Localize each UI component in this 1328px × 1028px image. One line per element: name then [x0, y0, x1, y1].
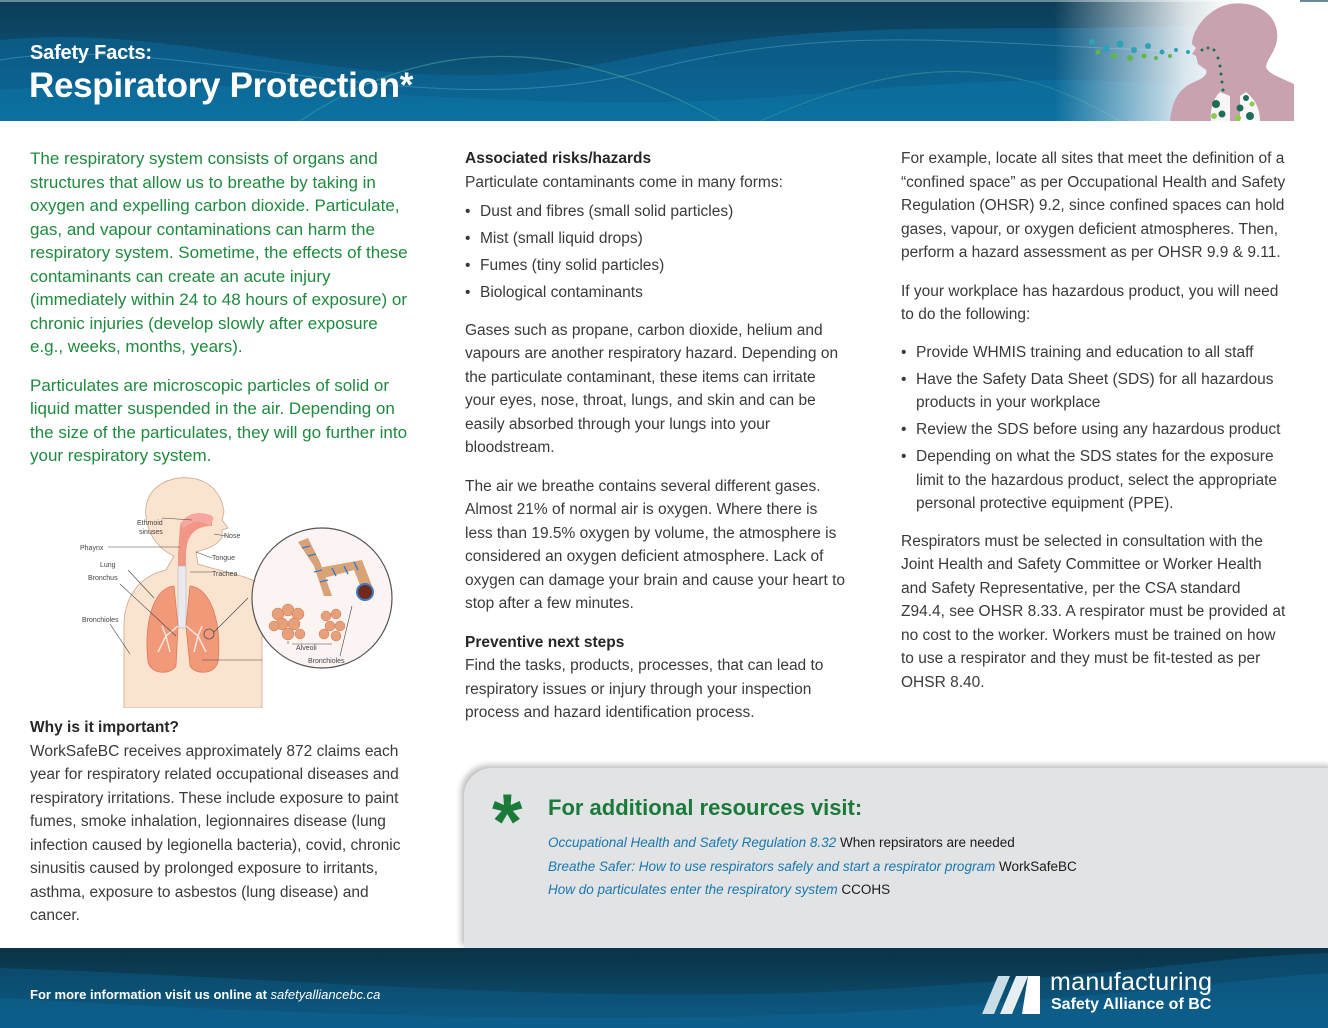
corner-tab — [1300, 0, 1328, 2]
intro-paragraph: The respiratory system consists of organs and structures that allow us to breathe by taking in oxygen and expelling carbon dioxide. Particulate, gas, and vapour contaminations can harm the respiratory system. Sometime, the effects of these contaminants can create an acute injury (immediately within 24 to 48 hours of exposure) or chronic injuries (develop slowly after exposure e.g., weeks, months, years). — [30, 149, 408, 356]
label-trachea: Trachea — [212, 571, 238, 578]
footer-lead: For more information visit us online at — [30, 987, 267, 1002]
example-paragraph: For example, locate all sites that meet the definition of a “confined space” as per Occupational Health and Safety Regulation (OHSR) 9.2, since confined spaces can hold gases, vapour, or oxygen deficient atmospheres. Then, perform a hazard assessment as per OHSR 9.9 & 9.11. — [901, 150, 1286, 261]
contaminant-list — [465, 200, 845, 305]
footer-banner — [0, 948, 1328, 1028]
msabc-logo — [982, 968, 1252, 1016]
preventive-body: Find the tasks, products, processes, that can lead to respiratory issues or injury through your inspection process and hazard identification process. — [465, 657, 824, 721]
logo-manufacturing: manufacturing — [1050, 968, 1213, 996]
resource-item — [548, 878, 1077, 902]
list-item: • Biological contaminants — [465, 281, 845, 305]
resource-source: CCOHS — [841, 882, 891, 897]
resources-list — [548, 831, 1077, 902]
list-item: • Fumes (tiny solid particles) — [465, 254, 845, 278]
resource-source: WorkSafeBC — [998, 858, 1077, 874]
resource-link[interactable]: Occupational Health and Safety Regulation 8.32 — [548, 835, 837, 850]
breathing-person-illustration — [1080, 0, 1294, 121]
intro-paragraph: Particulates are microscopic particles of solid or liquid matter suspended in the air. Depending on the size of the particulates, they will go further into your respiratory system. — [30, 375, 408, 465]
list-item: • Mist (small liquid drops) — [465, 227, 845, 251]
list-item: • Depending on what the SDS states for the exposure limit to the hazardous product, select the appropriate personal protective equipment (PPE). — [901, 445, 1286, 516]
label-bronchus: Bronchus — [88, 575, 118, 582]
footer-url-link[interactable]: safetyalliancebc.ca — [270, 987, 381, 1002]
label-phayrnx: Phaynx — [80, 545, 104, 552]
why-heading: Why is it important? — [30, 719, 179, 736]
air-paragraph: The air we breathe contains several different gases. Almost 21% of normal air is oxygen. Where there is less than 19.5% oxygen by volume, the atmosphere is considered an oxygen deficient atmosphere. Lack of oxygen can damage your brain and cause your heart to stop after a few minutes. — [465, 477, 845, 612]
hazardous-product-list — [901, 341, 1286, 516]
risks-heading: Associated risks/hazards — [465, 150, 652, 167]
risks-column — [465, 147, 845, 725]
label-alveoli: Alveoli — [296, 645, 317, 652]
footer-text — [30, 987, 380, 1002]
resource-item — [548, 831, 1077, 855]
logo-m-icon — [982, 976, 1044, 1014]
page-title: Respiratory Protection* — [29, 66, 414, 105]
label-nose: Nose — [224, 533, 241, 540]
list-item: • Provide WHMIS training and education to all staff — [901, 341, 1286, 365]
resource-link[interactable]: How do particulates enter the respiratory system — [548, 882, 838, 897]
label-bronchioles-left: Bronchioles — [82, 617, 119, 624]
resources-title: For additional resources visit: — [548, 795, 863, 820]
list-item: • Dust and fibres (small solid particles) — [465, 200, 845, 224]
label-bronchioles-right: Bronchioles — [308, 658, 345, 665]
label-sinuses: sinuses — [139, 529, 163, 536]
list-item: • Review the SDS before using any hazardous product — [901, 418, 1286, 442]
label-ethmoid: Ethmoid — [137, 520, 163, 527]
steps-column — [901, 147, 1286, 709]
why-body: WorkSafeBC receives approximately 872 claims each year for respiratory related occupational diseases and respiratory irritations. These include exposure to paint fumes, smoke inhalation, legionnaires disease (lung infection caused by legionella bacteria), covid, chronic sinusitis caused by prolonged exposure to irritants, asthma, exposure to asbestos (lung disease) and cancer. — [30, 742, 401, 924]
header-banner — [0, 0, 1294, 121]
preventive-heading: Preventive next steps — [465, 633, 625, 651]
hazardous-lead: If your workplace has hazardous product, you will need to do the following: — [901, 282, 1279, 323]
risks-lead: Particulate contaminants come in many forms: — [465, 173, 783, 191]
list-item: • Have the Safety Data Sheet (SDS) for all hazardous products in your workplace — [901, 368, 1286, 415]
resource-item — [548, 855, 1077, 879]
label-lung: Lung — [100, 562, 116, 569]
resource-link[interactable]: Breathe Safer: How to use respirators safely and start a respirator program — [548, 858, 996, 874]
respiratory-system-diagram — [62, 476, 402, 708]
resources-panel — [464, 768, 1328, 948]
asterisk-icon: * — [492, 777, 523, 865]
label-tongue: Tongue — [212, 555, 235, 562]
resource-source: When repsirators are needed — [839, 835, 1015, 850]
intro-column — [30, 147, 410, 483]
respirators-paragraph: Respirators must be selected in consultation with the Joint Health and Safety Committee or Worker Health and Safety Representative, per the CSA standard Z94.4, see OHSR 8.33. A respirator must be provided at no cost to the worker. Workers must be trained on how to use a respirator and they must be fit-tested as per OHSR 8.40. — [901, 532, 1286, 691]
why-important-section — [30, 716, 415, 928]
logo-safety-alliance: Safety Alliance of BC — [1051, 996, 1212, 1013]
gases-paragraph: Gases such as propane, carbon dioxide, helium and vapours are another respiratory hazard. Depending on the particulate contaminant, these items can irritate your eyes, nose, throat, lungs, and skin and can be easily absorbed through your lungs into your bloodstream. — [465, 321, 839, 456]
header-kicker: Safety Facts: — [30, 42, 152, 64]
